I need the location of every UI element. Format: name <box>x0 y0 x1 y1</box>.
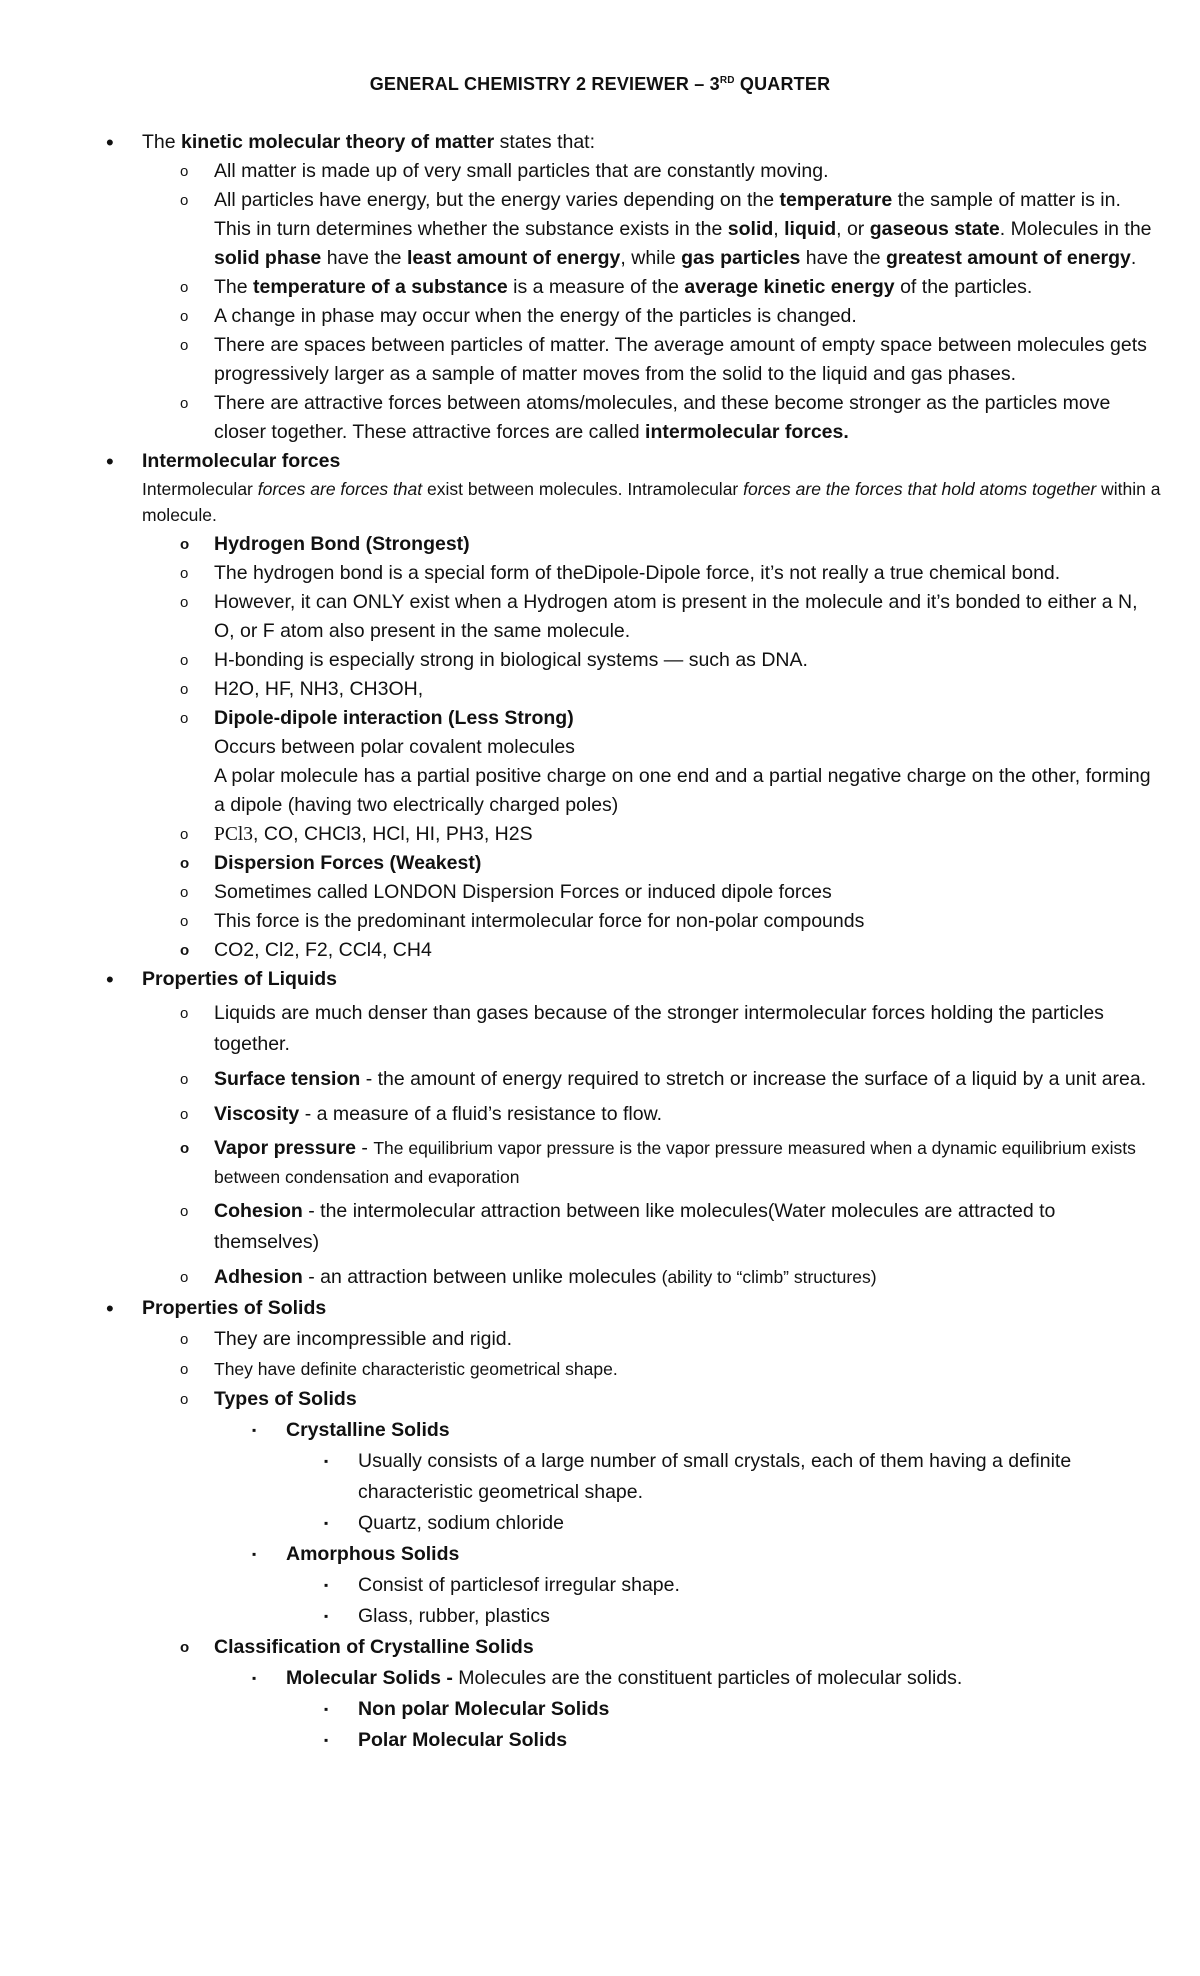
list-item <box>102 302 1162 331</box>
list-item <box>102 128 1162 157</box>
list-item <box>102 157 1162 186</box>
bullet-icon: o <box>180 1071 189 1088</box>
bullet-icon: o <box>180 1005 189 1022</box>
list-item <box>102 907 1162 936</box>
bullet-icon: o <box>180 1639 190 1656</box>
text: have the <box>321 247 407 269</box>
bullet-icon: o <box>180 855 190 872</box>
list-item <box>102 1196 1162 1258</box>
text: Liquids are much denser than gases because of the stronger intermolecular forces holding the particles together. <box>214 1002 1104 1055</box>
text-bold: Intermolecular forces <box>142 450 341 472</box>
document-body <box>102 128 1162 1756</box>
text: - the intermolecular attraction between like molecules(Water molecules are attracted to themselves) <box>214 1200 1056 1253</box>
list-item <box>102 1570 1162 1601</box>
text-bold: Types of Solids <box>214 1388 357 1410</box>
text-bold: Vapor pressure <box>214 1137 356 1159</box>
bullet-icon: o <box>180 1106 189 1123</box>
text: . Molecules in the <box>999 218 1152 240</box>
text: Quartz, sodium chloride <box>358 1512 564 1534</box>
text-bold: Cohesion <box>214 1200 303 1222</box>
bullet-icon: ▪ <box>324 1609 329 1623</box>
text-bold: least amount of energy <box>406 247 621 269</box>
section-heading <box>102 1293 1162 1324</box>
text: - a measure of a fluid’s resistance to flow. <box>299 1103 663 1125</box>
section-heading <box>102 447 1162 476</box>
bullet-icon: ▪ <box>252 1671 257 1685</box>
list-item <box>102 1415 1162 1446</box>
text: - <box>355 1137 374 1159</box>
text: There are spaces between particles of matter. The average amount of empty space between molecules gets progressively larger as a sample of matter moves from the solid to the liquid and gas phases. <box>214 334 1147 385</box>
bullet-icon: o <box>180 163 189 180</box>
list-item <box>102 1694 1162 1725</box>
text: The <box>214 276 254 298</box>
bullet-icon: o <box>180 826 189 843</box>
text-bold: temperature of a substance <box>253 276 508 298</box>
text: They are incompressible and rigid. <box>214 1328 513 1350</box>
bullet-icon: • <box>106 449 114 474</box>
bullet-icon: o <box>180 337 189 354</box>
text: All particles have energy, but the energy varies depending on the <box>214 189 780 211</box>
text: Consist of particlesof irregular shape. <box>358 1574 680 1596</box>
bullet-icon: o <box>180 594 189 611</box>
text-bold: Dispersion Forces (Weakest) <box>214 852 482 874</box>
text: , <box>773 218 785 240</box>
list-item <box>102 588 1162 646</box>
text: This force is the predominant intermolecular force for non-polar compounds <box>214 910 865 932</box>
list-item <box>102 1099 1162 1130</box>
bullet-icon: o <box>180 279 189 296</box>
list-item <box>102 1508 1162 1539</box>
title-text: GENERAL CHEMISTRY 2 REVIEWER – 3 <box>369 74 720 94</box>
bullet-icon: o <box>180 536 190 553</box>
section-heading <box>102 965 1162 994</box>
text: H2O, HF, NH3, CH3OH, <box>214 678 424 700</box>
text: is a measure of the <box>507 276 685 298</box>
bullet-icon: ▪ <box>252 1547 257 1561</box>
list-item <box>102 646 1162 675</box>
text-bold: Classification of Crystalline Solids <box>214 1636 534 1658</box>
list-item <box>102 936 1162 965</box>
text: Intermolecular <box>142 479 258 499</box>
bullet-icon: o <box>180 652 189 669</box>
text-bold: Surface tension <box>214 1068 361 1090</box>
text: , while <box>620 247 682 269</box>
text: states that: <box>494 131 596 153</box>
text: Sometimes called LONDON Dispersion Forces or induced dipole forces <box>214 881 832 903</box>
text-bold: Amorphous Solids <box>286 1543 460 1565</box>
bullet-icon: • <box>106 967 114 992</box>
text-bold: solid <box>727 218 774 240</box>
text-bold: kinetic molecular theory of matter <box>181 131 495 153</box>
bullet-icon: o <box>180 710 189 727</box>
bullet-icon: o <box>180 1361 189 1378</box>
text-bold: Crystalline Solids <box>286 1419 450 1441</box>
list-item <box>102 1134 1162 1192</box>
continuation-text <box>102 733 1162 762</box>
bullet-icon: o <box>180 1140 190 1157</box>
text: The hydrogen bond is a special form of theDipole-Dipole force, it’s not really a true chemical bond. <box>214 562 1061 584</box>
list-item <box>102 559 1162 588</box>
continuation-text <box>102 762 1162 820</box>
list-item <box>102 1262 1162 1293</box>
text-italic: forces are the forces that hold atoms together <box>743 479 1097 499</box>
list-item <box>102 675 1162 704</box>
page-title <box>0 74 1200 95</box>
list-item <box>102 1663 1162 1694</box>
text-bold: Molecular Solids - <box>286 1667 459 1689</box>
text: Occurs between polar covalent molecules <box>214 736 575 758</box>
text: A polar molecule has a partial positive charge on one end and a partial negative charge on the other, forming a dipole (having two electrically charged poles) <box>214 765 1151 816</box>
list-item <box>102 389 1162 447</box>
text: within a molecule. <box>142 479 1161 525</box>
text: PCl3 <box>214 824 254 845</box>
text: They have definite characteristic geometrical shape. <box>214 1359 618 1379</box>
title-tail: QUARTER <box>734 74 831 94</box>
text: have the <box>800 247 886 269</box>
text: Glass, rubber, plastics <box>358 1605 550 1627</box>
list-item <box>102 1446 1162 1508</box>
text: Usually consists of a large number of small crystals, each of them having a definite characteristic geometrical shape. <box>358 1450 1072 1503</box>
bullet-icon: o <box>180 192 189 209</box>
list-item <box>102 331 1162 389</box>
text-bold: Non polar Molecular Solids <box>358 1698 610 1720</box>
bullet-icon: o <box>180 942 190 959</box>
text-bold: greatest amount of energy <box>886 247 1131 269</box>
text-bold: Polar Molecular Solids <box>358 1729 568 1751</box>
bullet-icon: o <box>180 395 189 412</box>
bullet-icon: ▪ <box>324 1516 329 1530</box>
text: exist between molecules. Intramolecular <box>422 479 744 499</box>
text: Molecules are the constituent particles of molecular solids. <box>458 1667 963 1689</box>
bullet-icon: ▪ <box>324 1733 329 1747</box>
list-item <box>102 1632 1162 1663</box>
text: - an attraction between unlike molecules <box>302 1266 662 1288</box>
text-bold: average kinetic energy <box>684 276 895 298</box>
text: CO2, Cl2, F2, CCl4, CH4 <box>214 939 432 961</box>
bullet-icon: • <box>106 130 114 155</box>
bullet-icon: o <box>180 565 189 582</box>
text: A change in phase may occur when the energy of the particles is changed. <box>214 305 857 327</box>
text: There are attractive forces between atoms/molecules, and these become stronger as the particles move closer together. These attractive forces are called <box>214 392 1111 443</box>
text: However, it can ONLY exist when a Hydrogen atom is present in the molecule and it’s bonded to either a N, O, or F atom also present in the same molecule. <box>214 591 1138 642</box>
text: The equilibrium vapor pressure is the vapor pressure measured when a dynamic equilibrium exists between condensation and evaporation <box>214 1138 1136 1187</box>
list-item <box>102 1601 1162 1632</box>
bullet-icon: o <box>180 884 189 901</box>
list-item <box>102 530 1162 559</box>
list-item <box>102 1064 1162 1095</box>
text-bold: solid phase <box>214 247 322 269</box>
text: , or <box>836 218 870 240</box>
list-item <box>102 273 1162 302</box>
text: , CO, CHCl3, HCl, HI, PH3, H2S <box>253 823 533 845</box>
text: of the particles. <box>894 276 1033 298</box>
text-bold: intermolecular forces. <box>645 421 849 443</box>
text: (ability to “climb” structures) <box>661 1267 877 1287</box>
list-item <box>102 186 1162 273</box>
bullet-icon: o <box>180 1331 189 1348</box>
bullet-icon: o <box>180 308 189 325</box>
list-item <box>102 849 1162 878</box>
bullet-icon: • <box>106 1296 114 1321</box>
text-bold: Properties of Liquids <box>142 968 338 990</box>
list-item <box>102 1355 1162 1384</box>
text-bold: gaseous state <box>869 218 1000 240</box>
text-bold: temperature <box>779 189 893 211</box>
bullet-icon: o <box>180 681 189 698</box>
list-item <box>102 1725 1162 1756</box>
definition-paragraph <box>102 476 1162 528</box>
text: the sample of matter is in. This in turn determines whether the substance exists in the <box>214 189 1121 240</box>
text-bold: gas particles <box>681 247 801 269</box>
text: H-bonding is especially strong in biological systems — such as DNA. <box>214 649 808 671</box>
list-item <box>102 1539 1162 1570</box>
bullet-icon: ▪ <box>324 1454 329 1468</box>
text: . <box>1130 247 1137 269</box>
list-item <box>102 1384 1162 1415</box>
text-bold: Viscosity <box>214 1103 300 1125</box>
text-bold: Adhesion <box>214 1266 303 1288</box>
text-bold: liquid <box>784 218 837 240</box>
bullet-icon: ▪ <box>252 1423 257 1437</box>
bullet-icon: o <box>180 1203 189 1220</box>
list-item <box>102 704 1162 733</box>
text-bold: Properties of Solids <box>142 1297 327 1319</box>
text-italic: forces are forces that <box>257 479 423 499</box>
bullet-icon: o <box>180 1391 189 1408</box>
text-bold: Hydrogen Bond (Strongest) <box>214 533 470 555</box>
text: The <box>142 131 182 153</box>
title-superscript: RD <box>719 75 735 86</box>
list-item <box>102 998 1162 1060</box>
bullet-icon: o <box>180 913 189 930</box>
list-item <box>102 1324 1162 1355</box>
text: - the amount of energy required to stretch or increase the surface of a liquid by a unit area. <box>360 1068 1147 1090</box>
list-item <box>102 820 1162 849</box>
text: All matter is made up of very small particles that are constantly moving. <box>214 160 829 182</box>
text-bold: Dipole-dipole interaction (Less Strong) <box>214 707 574 729</box>
bullet-icon: o <box>180 1269 189 1286</box>
list-item <box>102 878 1162 907</box>
bullet-icon: ▪ <box>324 1702 329 1716</box>
bullet-icon: ▪ <box>324 1578 329 1592</box>
